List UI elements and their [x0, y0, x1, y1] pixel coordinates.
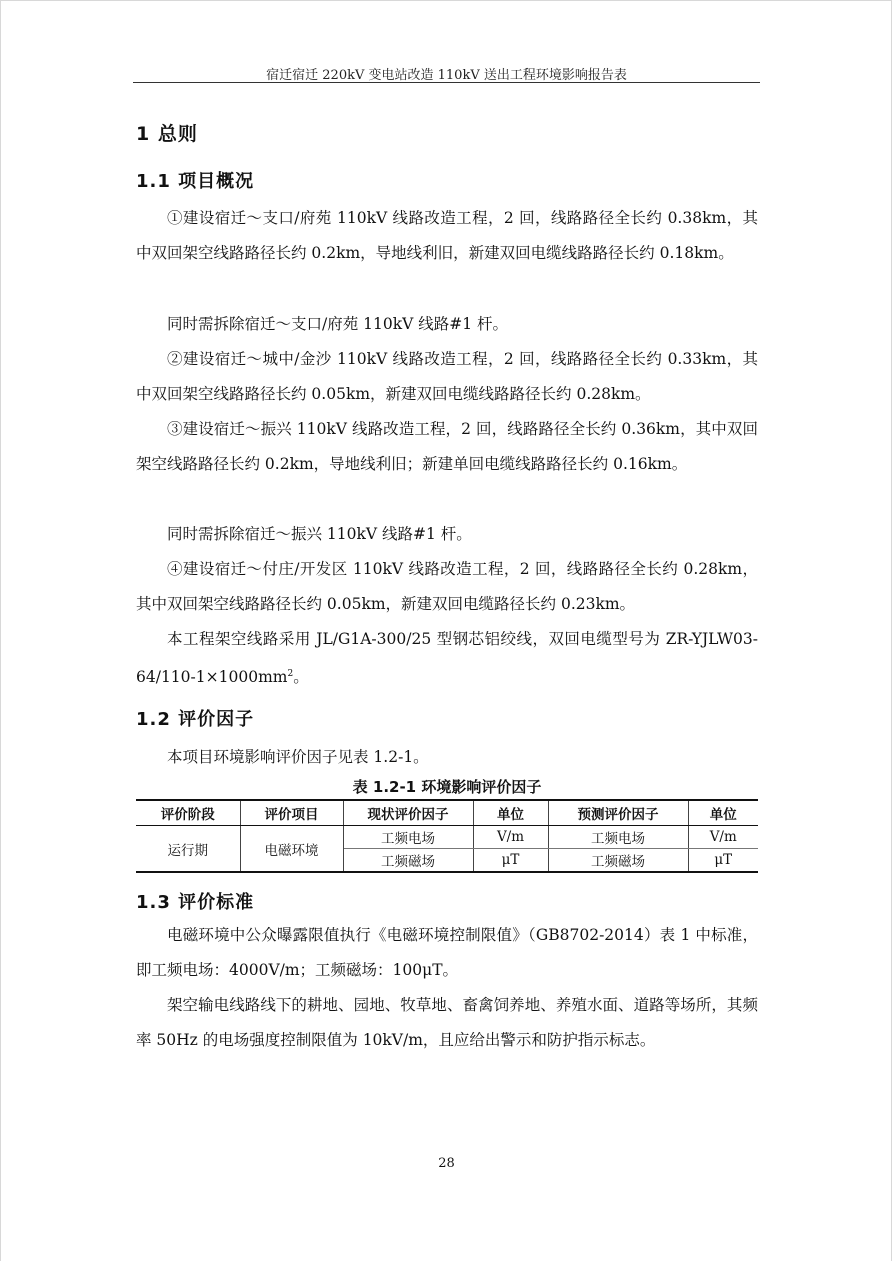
section-1-3-heading: 1.3 评价标准 [136, 892, 255, 913]
cell-unit: V/m [473, 826, 548, 849]
paragraph-project-3-demolish: 同时需拆除宿迁～振兴 110kV 线路#1 杆。 [167, 525, 472, 543]
superscript-2: 2 [287, 669, 294, 679]
cell-unit-2: μT [688, 849, 758, 873]
paragraph-project-2: ②建设宿迁～城中/金沙 110kV 线路改造工程，2 回，线路路径全长约 0.33km，其中双回架空线路路径长约 0.05km，新建双回电缆线路路径长约 0.28km。 [136, 350, 758, 403]
col-header-unit-2: 单位 [688, 800, 758, 826]
paragraph-standard-2: 架空输电线路线下的耕地、园地、牧草地、畜禽饲养地、养殖水面、道路等场所，其频率 50Hz 的电场强度控制限值为 10kV/m，且应给出警示和防护指示标志。 [136, 996, 758, 1049]
col-header-current-factor: 现状评价因子 [343, 800, 473, 826]
table-header-row [136, 800, 758, 826]
cell-stage: 运行期 [136, 826, 240, 873]
paragraph-standard-1: 电磁环境中公众曝露限值执行《电磁环境控制限值》（GB8702-2014）表 1 中标准，即工频电场：4000V/m；工频磁场：100μT。 [136, 926, 758, 979]
cell-predicted-factor: 工频电场 [548, 826, 688, 849]
cell-current-factor: 工频磁场 [343, 849, 473, 873]
col-header-predicted-factor: 预测评价因子 [548, 800, 688, 826]
section-1-1-heading: 1.1 项目概况 [136, 171, 255, 192]
cell-predicted-factor: 工频磁场 [548, 849, 688, 873]
col-header-unit: 单位 [473, 800, 548, 826]
paragraph-project-3: ③建设宿迁～振兴 110kV 线路改造工程，2 回，线路路径全长约 0.36km，其中双回架空线路路径长约 0.2km，导地线利旧；新建单回电缆线路路径长约 0.16km。 [136, 420, 758, 473]
col-header-stage: 评价阶段 [136, 800, 240, 826]
table-row [136, 826, 758, 849]
col-header-item: 评价项目 [240, 800, 343, 826]
cell-item: 电磁环境 [240, 826, 343, 873]
paragraph-project-1-demolish: 同时需拆除宿迁～支口/府苑 110kV 线路#1 杆。 [167, 315, 509, 333]
cell-unit: μT [473, 849, 548, 873]
paragraph-factors-intro: 本项目环境影响评价因子见表 1.2-1。 [167, 748, 429, 766]
section-1-2-heading: 1.2 评价因子 [136, 709, 255, 730]
paragraph-project-4: ④建设宿迁～付庄/开发区 110kV 线路改造工程，2 回，线路路径全长约 0.28km，其中双回架空线路路径长约 0.05km，新建双回电缆路径长约 0.23km。 [136, 560, 758, 613]
page-number: 28 [438, 1156, 455, 1171]
cell-current-factor: 工频电场 [343, 826, 473, 849]
paragraph-cable-spec [136, 622, 758, 695]
running-header: 宿迁宿迁 220kV 变电站改造 110kV 送出工程环境影响报告表 [266, 68, 627, 83]
header-rule [133, 82, 760, 83]
evaluation-factors-table [136, 799, 758, 873]
table-caption: 表 1.2-1 环境影响评价因子 [352, 778, 542, 796]
cable-spec-text: 本工程架空线路采用 JL/G1A-300/25 型钢芯铝绞线，双回电缆型号为 ZR-YJLW03- 64/110-1×1000mm [136, 630, 758, 687]
cell-unit-2: V/m [688, 826, 758, 849]
cable-spec-end: 。 [293, 668, 309, 687]
paragraph-project-1: ①建设宿迁～支口/府苑 110kV 线路改造工程，2 回，线路路径全长约 0.38km，其中双回架空线路路径长约 0.2km，导地线利旧，新建双回电缆线路路径长约 0.18km。 [136, 209, 758, 262]
section-1-heading: 1 总则 [136, 123, 198, 145]
